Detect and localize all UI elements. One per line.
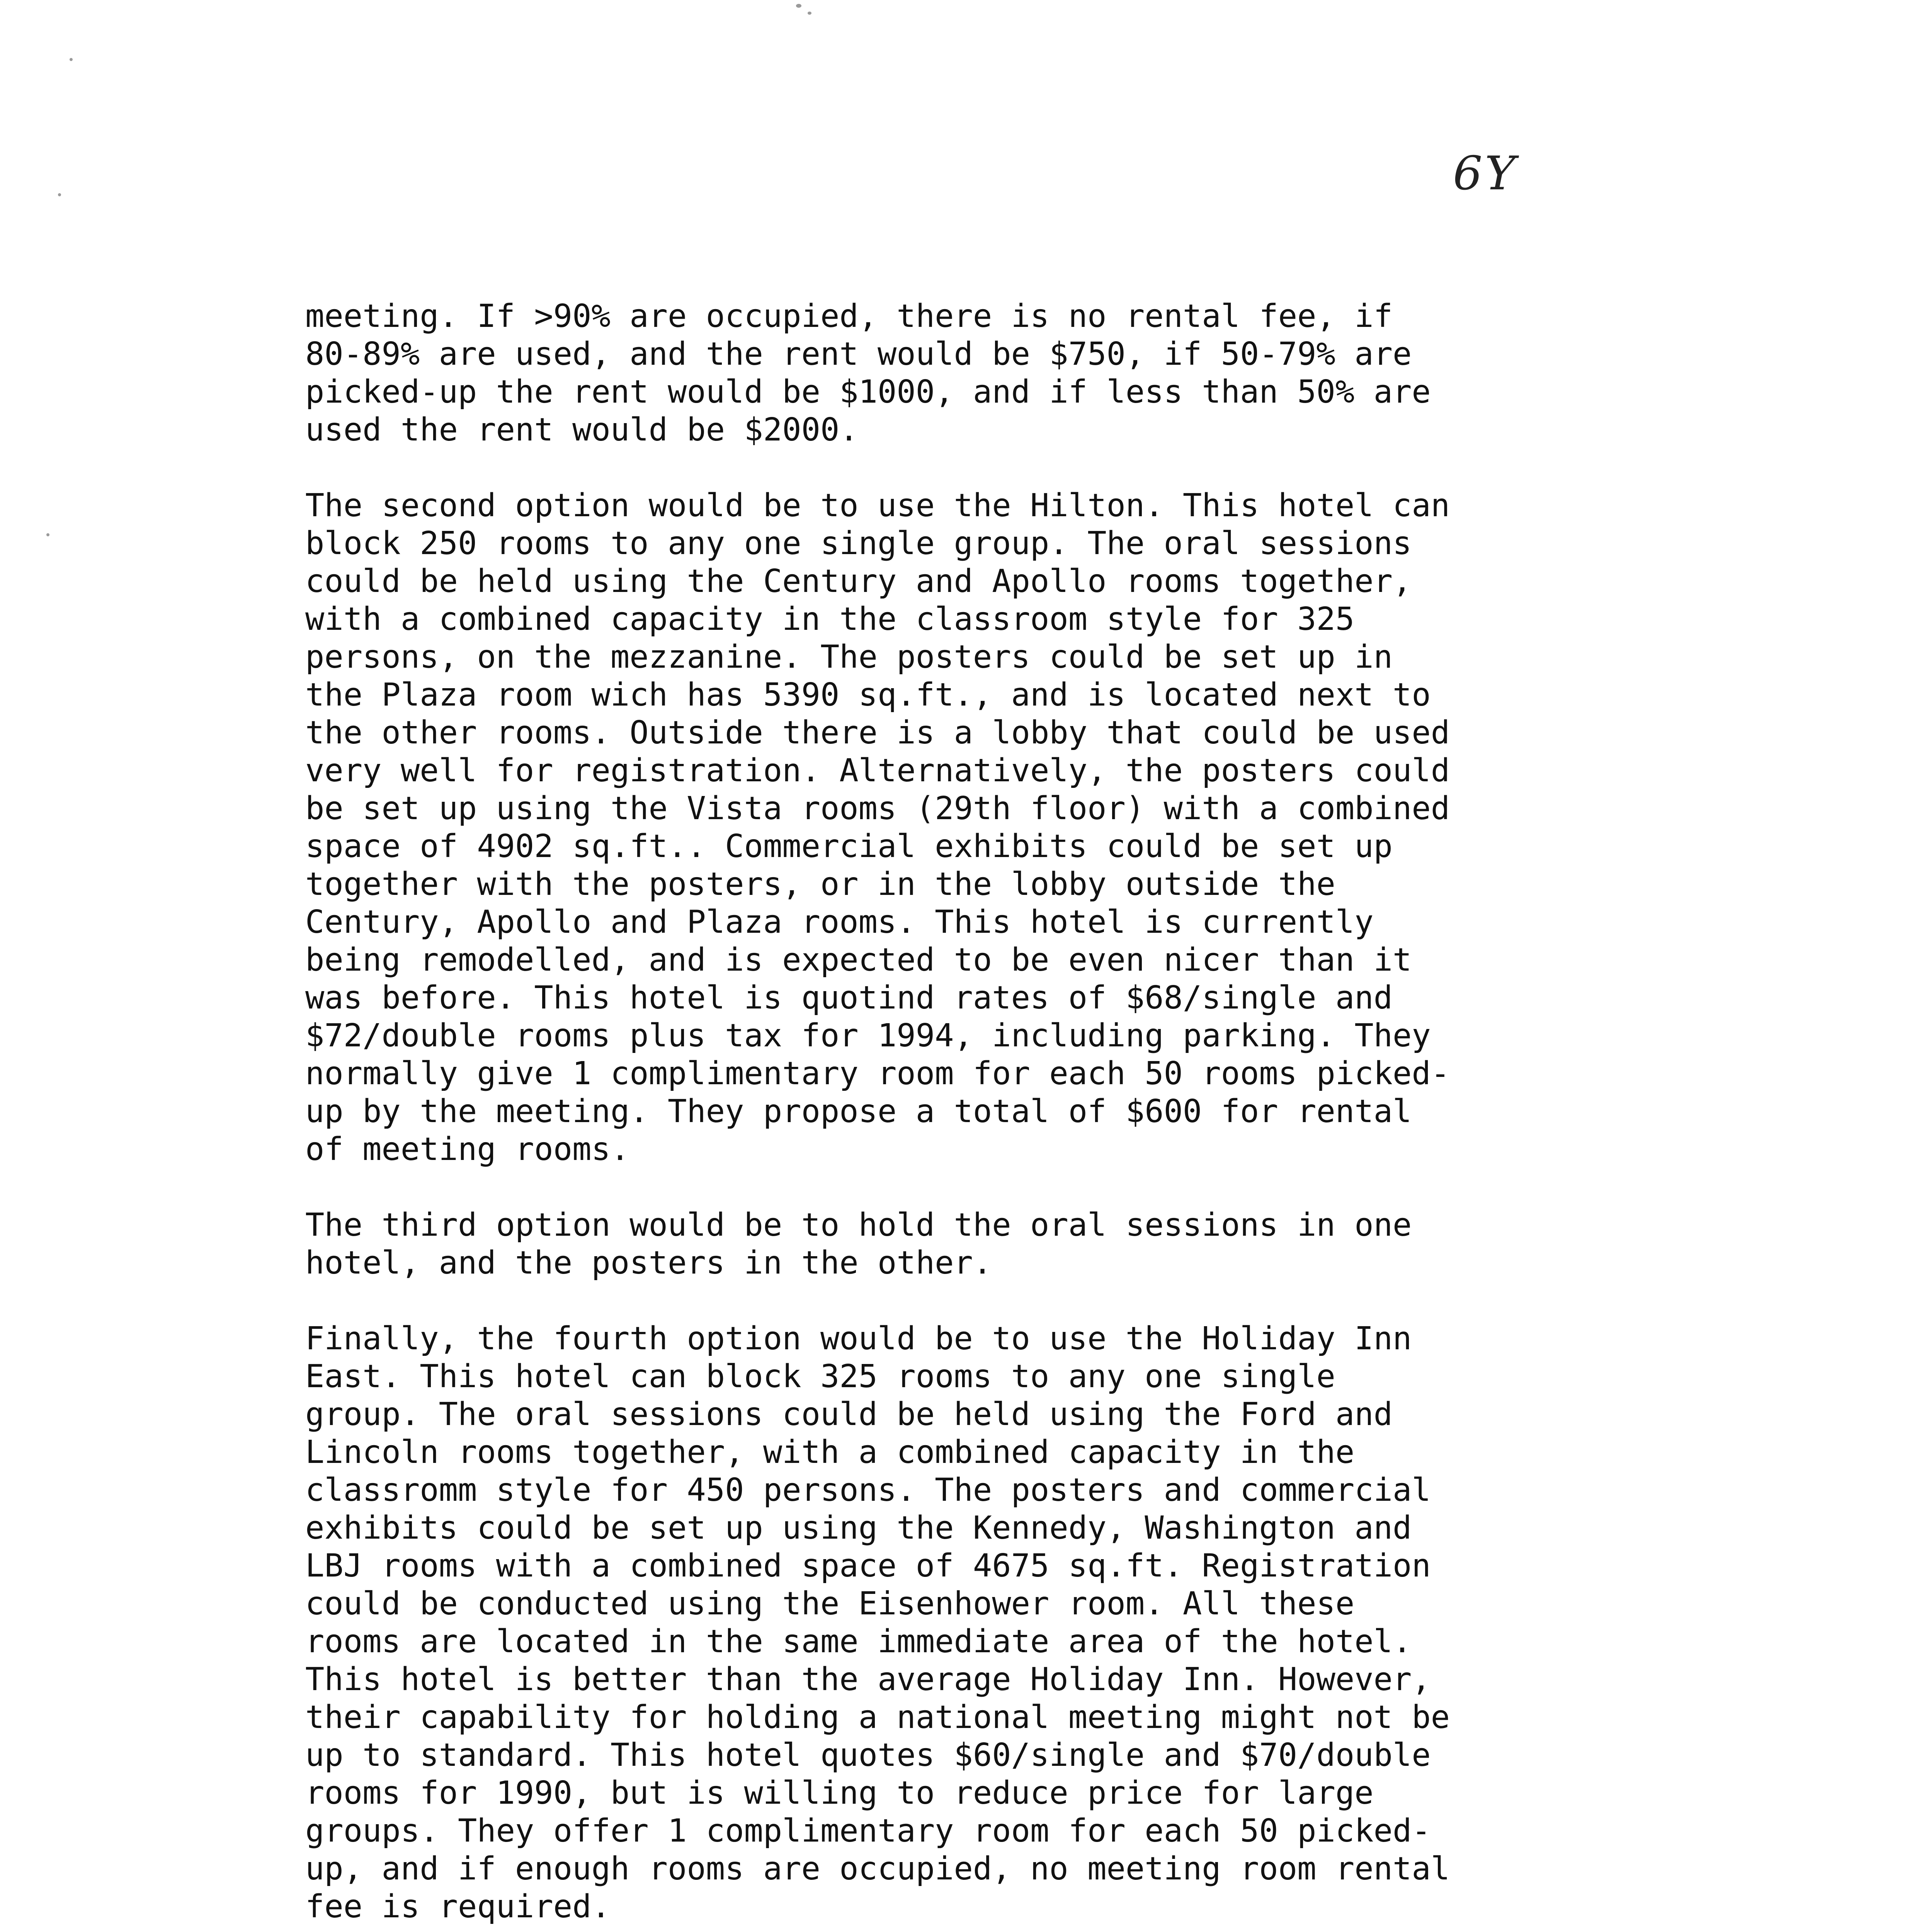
scan-speck <box>70 58 73 61</box>
paragraph-third-option: The third option would be to hold the oral sessions in one hotel, and the posters in the other. <box>305 1207 1412 1281</box>
paragraph-holiday-inn-option: Finally, the fourth option would be to use the Holiday Inn East. This hotel can block 325 rooms to any one single group. The oral sessions could be held using the Ford and Lincoln rooms together, with a combined capacity in the classromm style for 450 persons. The posters and commercial exhibits could be set up using the Kennedy, Washington and LBJ rooms with a combined space of 4675 sq.ft. Registration could be conducted using the Eisenhower room. All these rooms are located in the same immediate area of the hotel. This hotel is better than the average Holiday Inn. However, their capability for holding a national meeting might not be up to standard. This hotel quotes $60/single and $70/double rooms for 1990, but is willing to reduce price for large groups. They offer 1 complimentary room for each 50 picked- up, and if enough rooms are occupied, no meeting room rental fee is required. <box>305 1320 1450 1925</box>
paragraph-hilton-option: The second option would be to use the Hilton. This hotel can block 250 rooms to any one single group. The oral sessions could be held using the Century and Apollo rooms together, with a combined capacity in the classroom style for 325 persons, on the mezzanine. The posters could be set up in the Plaza room wich has 5390 sq.ft., and is located next to the other rooms. Outside there is a lobby that could be used very well for registration. Alternatively, the posters could be set up using the Vista rooms (29th floor) with a combined space of 4902 sq.ft.. Commercial exhibits could be set up together with the posters, or in the lobby outside the Century, Apollo and Plaza rooms. This hotel is currently being remodelled, and is expected to be even nicer than it was before. This hotel is quotind rates of $68/single and $72/double rooms plus tax for 1994, including parking. They normally give 1 complimentary room for each 50 rooms picked- up by the meeting. They propose a total of $600 for rental of meeting rooms. <box>305 487 1450 1168</box>
scan-speck <box>46 533 49 536</box>
scan-speck <box>58 193 61 196</box>
scan-speck <box>796 4 801 8</box>
body-text <box>305 298 1681 1932</box>
scan-speck <box>808 12 811 15</box>
handwritten-page-mark: 6Y <box>1453 147 1518 201</box>
paragraph-hotel-rental-terms: meeting. If >90% are occupied, there is no rental fee, if 80-89% are used, and the rent would be $750, if 50-79% are picked-up the rent would be $1000, and if less than 50% are used the rent would be $2000. <box>305 298 1431 448</box>
